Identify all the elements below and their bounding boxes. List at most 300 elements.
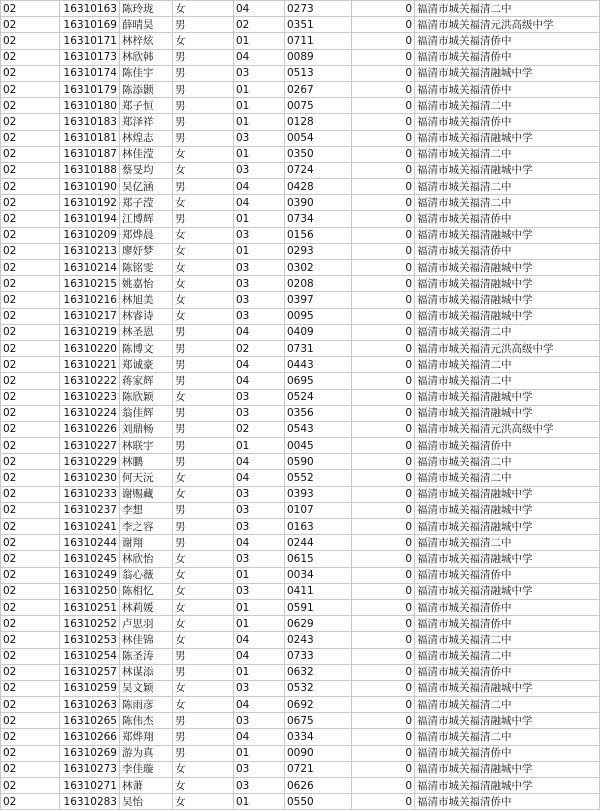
- class-cell[interactable]: 02: [1, 729, 60, 745]
- group-cell[interactable]: 01: [234, 243, 285, 259]
- group-cell[interactable]: 01: [234, 81, 285, 97]
- name-cell[interactable]: 吴亿涵: [120, 179, 173, 195]
- gender-cell[interactable]: 男: [173, 357, 234, 373]
- number-cell[interactable]: 0334: [285, 729, 352, 745]
- school-cell[interactable]: 福清市城关福清侨中: [415, 745, 600, 761]
- number-cell[interactable]: 0724: [285, 162, 352, 178]
- gender-cell[interactable]: 男: [173, 114, 234, 130]
- school-cell[interactable]: 福清市城关福清二中: [415, 357, 600, 373]
- flag-cell[interactable]: 0: [352, 697, 415, 713]
- name-cell[interactable]: 吴怡: [120, 794, 173, 810]
- flag-cell[interactable]: 0: [352, 745, 415, 761]
- class-cell[interactable]: 02: [1, 486, 60, 502]
- number-cell[interactable]: 0095: [285, 308, 352, 324]
- school-cell[interactable]: 福清市城关福清元洪高级中学: [415, 340, 600, 356]
- school-cell[interactable]: 福清市城关福清融城中学: [415, 583, 600, 599]
- class-cell[interactable]: 02: [1, 664, 60, 680]
- flag-cell[interactable]: 0: [352, 260, 415, 276]
- name-cell[interactable]: 林圣恩: [120, 324, 173, 340]
- school-cell[interactable]: 福清市城关福清二中: [415, 632, 600, 648]
- group-cell[interactable]: 01: [234, 146, 285, 162]
- number-cell[interactable]: 0034: [285, 567, 352, 583]
- number-cell[interactable]: 0293: [285, 243, 352, 259]
- class-cell[interactable]: 02: [1, 567, 60, 583]
- gender-cell[interactable]: 男: [173, 179, 234, 195]
- class-cell[interactable]: 02: [1, 421, 60, 437]
- school-cell[interactable]: 福清市城关福清融城中学: [415, 519, 600, 535]
- gender-cell[interactable]: 女: [173, 146, 234, 162]
- gender-cell[interactable]: 女: [173, 389, 234, 405]
- group-cell[interactable]: 03: [234, 292, 285, 308]
- student-id-cell[interactable]: 16310283: [60, 794, 120, 810]
- student-id-cell[interactable]: 16310223: [60, 389, 120, 405]
- class-cell[interactable]: 02: [1, 373, 60, 389]
- group-cell[interactable]: 01: [234, 599, 285, 615]
- gender-cell[interactable]: 女: [173, 260, 234, 276]
- student-id-cell[interactable]: 16310192: [60, 195, 120, 211]
- group-cell[interactable]: 02: [234, 421, 285, 437]
- number-cell[interactable]: 0390: [285, 195, 352, 211]
- student-id-cell[interactable]: 16310226: [60, 421, 120, 437]
- gender-cell[interactable]: 女: [173, 470, 234, 486]
- gender-cell[interactable]: 女: [173, 1, 234, 17]
- flag-cell[interactable]: 0: [352, 583, 415, 599]
- name-cell[interactable]: 林佳滢: [120, 146, 173, 162]
- group-cell[interactable]: 03: [234, 761, 285, 777]
- class-cell[interactable]: 02: [1, 713, 60, 729]
- flag-cell[interactable]: 0: [352, 664, 415, 680]
- number-cell[interactable]: 0615: [285, 551, 352, 567]
- student-id-cell[interactable]: 16310254: [60, 648, 120, 664]
- class-cell[interactable]: 02: [1, 324, 60, 340]
- flag-cell[interactable]: 0: [352, 502, 415, 518]
- class-cell[interactable]: 02: [1, 599, 60, 615]
- number-cell[interactable]: 0107: [285, 502, 352, 518]
- group-cell[interactable]: 04: [234, 648, 285, 664]
- gender-cell[interactable]: 女: [173, 567, 234, 583]
- class-cell[interactable]: 02: [1, 648, 60, 664]
- school-cell[interactable]: 福清市城关福清侨中: [415, 616, 600, 632]
- group-cell[interactable]: 04: [234, 697, 285, 713]
- flag-cell[interactable]: 0: [352, 680, 415, 696]
- school-cell[interactable]: 福清市城关福清二中: [415, 535, 600, 551]
- student-id-cell[interactable]: 16310214: [60, 260, 120, 276]
- flag-cell[interactable]: 0: [352, 308, 415, 324]
- student-id-cell[interactable]: 16310209: [60, 227, 120, 243]
- student-id-cell[interactable]: 16310180: [60, 98, 120, 114]
- class-cell[interactable]: 02: [1, 81, 60, 97]
- gender-cell[interactable]: 男: [173, 211, 234, 227]
- flag-cell[interactable]: 0: [352, 292, 415, 308]
- gender-cell[interactable]: 男: [173, 664, 234, 680]
- group-cell[interactable]: 04: [234, 1, 285, 17]
- name-cell[interactable]: 李之容: [120, 519, 173, 535]
- group-cell[interactable]: 03: [234, 389, 285, 405]
- student-id-cell[interactable]: 16310273: [60, 761, 120, 777]
- flag-cell[interactable]: 0: [352, 162, 415, 178]
- name-cell[interactable]: 林欣怡: [120, 551, 173, 567]
- flag-cell[interactable]: 0: [352, 648, 415, 664]
- school-cell[interactable]: 福清市城关福清二中: [415, 146, 600, 162]
- name-cell[interactable]: 郑烨晨: [120, 227, 173, 243]
- name-cell[interactable]: 翁心薇: [120, 567, 173, 583]
- school-cell[interactable]: 福清市城关福清侨中: [415, 664, 600, 680]
- school-cell[interactable]: 福清市城关福清融城中学: [415, 130, 600, 146]
- number-cell[interactable]: 0075: [285, 98, 352, 114]
- student-id-cell[interactable]: 16310183: [60, 114, 120, 130]
- student-id-cell[interactable]: 16310181: [60, 130, 120, 146]
- school-cell[interactable]: 福清市城关福清融城中学: [415, 713, 600, 729]
- flag-cell[interactable]: 0: [352, 49, 415, 65]
- school-cell[interactable]: 福清市城关福清二中: [415, 1, 600, 17]
- group-cell[interactable]: 03: [234, 778, 285, 794]
- student-id-cell[interactable]: 16310269: [60, 745, 120, 761]
- student-id-cell[interactable]: 16310220: [60, 340, 120, 356]
- name-cell[interactable]: 游为真: [120, 745, 173, 761]
- student-id-cell[interactable]: 16310259: [60, 680, 120, 696]
- group-cell[interactable]: 01: [234, 114, 285, 130]
- flag-cell[interactable]: 0: [352, 616, 415, 632]
- school-cell[interactable]: 福清市城关福清侨中: [415, 599, 600, 615]
- number-cell[interactable]: 0591: [285, 599, 352, 615]
- flag-cell[interactable]: 0: [352, 211, 415, 227]
- name-cell[interactable]: 李佳璇: [120, 761, 173, 777]
- number-cell[interactable]: 0411: [285, 583, 352, 599]
- number-cell[interactable]: 0156: [285, 227, 352, 243]
- gender-cell[interactable]: 男: [173, 373, 234, 389]
- class-cell[interactable]: 02: [1, 438, 60, 454]
- gender-cell[interactable]: 女: [173, 227, 234, 243]
- gender-cell[interactable]: 男: [173, 17, 234, 33]
- school-cell[interactable]: 福清市城关福清侨中: [415, 211, 600, 227]
- name-cell[interactable]: 廖妤梦: [120, 243, 173, 259]
- flag-cell[interactable]: 0: [352, 438, 415, 454]
- class-cell[interactable]: 02: [1, 243, 60, 259]
- group-cell[interactable]: 04: [234, 454, 285, 470]
- student-id-cell[interactable]: 16310217: [60, 308, 120, 324]
- student-id-cell[interactable]: 16310174: [60, 65, 120, 81]
- name-cell[interactable]: 郑子滢: [120, 195, 173, 211]
- gender-cell[interactable]: 女: [173, 761, 234, 777]
- school-cell[interactable]: 福清市城关福清二中: [415, 179, 600, 195]
- flag-cell[interactable]: 0: [352, 729, 415, 745]
- class-cell[interactable]: 02: [1, 761, 60, 777]
- class-cell[interactable]: 02: [1, 340, 60, 356]
- name-cell[interactable]: 吴文颖: [120, 680, 173, 696]
- group-cell[interactable]: 02: [234, 340, 285, 356]
- gender-cell[interactable]: 女: [173, 616, 234, 632]
- flag-cell[interactable]: 0: [352, 632, 415, 648]
- school-cell[interactable]: 福清市城关福清融城中学: [415, 276, 600, 292]
- number-cell[interactable]: 0045: [285, 438, 352, 454]
- class-cell[interactable]: 02: [1, 49, 60, 65]
- group-cell[interactable]: 04: [234, 373, 285, 389]
- student-id-cell[interactable]: 16310253: [60, 632, 120, 648]
- school-cell[interactable]: 福清市城关福清融城中学: [415, 292, 600, 308]
- gender-cell[interactable]: 女: [173, 794, 234, 810]
- number-cell[interactable]: 0302: [285, 260, 352, 276]
- group-cell[interactable]: 03: [234, 486, 285, 502]
- class-cell[interactable]: 02: [1, 33, 60, 49]
- school-cell[interactable]: 福清市城关福清融城中学: [415, 680, 600, 696]
- flag-cell[interactable]: 0: [352, 761, 415, 777]
- school-cell[interactable]: 福清市城关福清元洪高级中学: [415, 421, 600, 437]
- gender-cell[interactable]: 女: [173, 599, 234, 615]
- gender-cell[interactable]: 男: [173, 421, 234, 437]
- class-cell[interactable]: 02: [1, 292, 60, 308]
- flag-cell[interactable]: 0: [352, 114, 415, 130]
- school-cell[interactable]: 福清市城关福清二中: [415, 648, 600, 664]
- student-id-cell[interactable]: 16310224: [60, 405, 120, 421]
- number-cell[interactable]: 0629: [285, 616, 352, 632]
- student-id-cell[interactable]: 16310251: [60, 599, 120, 615]
- class-cell[interactable]: 02: [1, 130, 60, 146]
- number-cell[interactable]: 0397: [285, 292, 352, 308]
- student-id-cell[interactable]: 16310163: [60, 1, 120, 17]
- class-cell[interactable]: 02: [1, 162, 60, 178]
- name-cell[interactable]: 翁佳辉: [120, 405, 173, 421]
- group-cell[interactable]: 04: [234, 470, 285, 486]
- number-cell[interactable]: 0543: [285, 421, 352, 437]
- gender-cell[interactable]: 男: [173, 519, 234, 535]
- class-cell[interactable]: 02: [1, 680, 60, 696]
- number-cell[interactable]: 0675: [285, 713, 352, 729]
- student-id-cell[interactable]: 16310233: [60, 486, 120, 502]
- number-cell[interactable]: 0590: [285, 454, 352, 470]
- school-cell[interactable]: 福清市城关福清二中: [415, 373, 600, 389]
- school-cell[interactable]: 福清市城关福清二中: [415, 454, 600, 470]
- school-cell[interactable]: 福清市城关福清二中: [415, 195, 600, 211]
- student-id-cell[interactable]: 16310215: [60, 276, 120, 292]
- class-cell[interactable]: 02: [1, 697, 60, 713]
- name-cell[interactable]: 蔡旻均: [120, 162, 173, 178]
- name-cell[interactable]: 林鹏: [120, 454, 173, 470]
- student-id-cell[interactable]: 16310169: [60, 17, 120, 33]
- group-cell[interactable]: 03: [234, 551, 285, 567]
- gender-cell[interactable]: 女: [173, 33, 234, 49]
- school-cell[interactable]: 福清市城关福清侨中: [415, 794, 600, 810]
- school-cell[interactable]: 福清市城关福清融城中学: [415, 260, 600, 276]
- flag-cell[interactable]: 0: [352, 519, 415, 535]
- student-id-cell[interactable]: 16310219: [60, 324, 120, 340]
- school-cell[interactable]: 福清市城关福清融城中学: [415, 389, 600, 405]
- number-cell[interactable]: 0428: [285, 179, 352, 195]
- number-cell[interactable]: 0692: [285, 697, 352, 713]
- student-id-cell[interactable]: 16310230: [60, 470, 120, 486]
- group-cell[interactable]: 03: [234, 680, 285, 696]
- number-cell[interactable]: 0163: [285, 519, 352, 535]
- name-cell[interactable]: 陈欣颖: [120, 389, 173, 405]
- student-id-cell[interactable]: 16310249: [60, 567, 120, 583]
- student-id-cell[interactable]: 16310213: [60, 243, 120, 259]
- name-cell[interactable]: 林莉媛: [120, 599, 173, 615]
- student-id-cell[interactable]: 16310190: [60, 179, 120, 195]
- gender-cell[interactable]: 男: [173, 502, 234, 518]
- gender-cell[interactable]: 男: [173, 65, 234, 81]
- school-cell[interactable]: 福清市城关福清融城中学: [415, 551, 600, 567]
- number-cell[interactable]: 0409: [285, 324, 352, 340]
- number-cell[interactable]: 0711: [285, 33, 352, 49]
- name-cell[interactable]: 林欣韩: [120, 49, 173, 65]
- school-cell[interactable]: 福清市城关福清侨中: [415, 81, 600, 97]
- flag-cell[interactable]: 0: [352, 130, 415, 146]
- school-cell[interactable]: 福清市城关福清融城中学: [415, 162, 600, 178]
- flag-cell[interactable]: 0: [352, 324, 415, 340]
- class-cell[interactable]: 02: [1, 195, 60, 211]
- name-cell[interactable]: 林睿诗: [120, 308, 173, 324]
- group-cell[interactable]: 03: [234, 260, 285, 276]
- gender-cell[interactable]: 男: [173, 729, 234, 745]
- class-cell[interactable]: 02: [1, 227, 60, 243]
- flag-cell[interactable]: 0: [352, 357, 415, 373]
- student-id-cell[interactable]: 16310237: [60, 502, 120, 518]
- group-cell[interactable]: 04: [234, 535, 285, 551]
- number-cell[interactable]: 0550: [285, 794, 352, 810]
- gender-cell[interactable]: 女: [173, 292, 234, 308]
- class-cell[interactable]: 02: [1, 260, 60, 276]
- class-cell[interactable]: 02: [1, 211, 60, 227]
- flag-cell[interactable]: 0: [352, 195, 415, 211]
- name-cell[interactable]: 江博辉: [120, 211, 173, 227]
- flag-cell[interactable]: 0: [352, 405, 415, 421]
- group-cell[interactable]: 01: [234, 794, 285, 810]
- gender-cell[interactable]: 男: [173, 81, 234, 97]
- class-cell[interactable]: 02: [1, 745, 60, 761]
- group-cell[interactable]: 03: [234, 65, 285, 81]
- number-cell[interactable]: 0351: [285, 17, 352, 33]
- student-id-cell[interactable]: 16310187: [60, 146, 120, 162]
- school-cell[interactable]: 福清市城关福清侨中: [415, 33, 600, 49]
- class-cell[interactable]: 02: [1, 616, 60, 632]
- name-cell[interactable]: 林旭美: [120, 292, 173, 308]
- class-cell[interactable]: 02: [1, 65, 60, 81]
- number-cell[interactable]: 0552: [285, 470, 352, 486]
- student-id-cell[interactable]: 16310244: [60, 535, 120, 551]
- school-cell[interactable]: 福清市城关福清融城中学: [415, 65, 600, 81]
- gender-cell[interactable]: 女: [173, 680, 234, 696]
- name-cell[interactable]: 林联宇: [120, 438, 173, 454]
- school-cell[interactable]: 福清市城关福清元洪高级中学: [415, 17, 600, 33]
- number-cell[interactable]: 0721: [285, 761, 352, 777]
- student-id-cell[interactable]: 16310271: [60, 778, 120, 794]
- student-id-cell[interactable]: 16310263: [60, 697, 120, 713]
- group-cell[interactable]: 03: [234, 276, 285, 292]
- flag-cell[interactable]: 0: [352, 470, 415, 486]
- name-cell[interactable]: 陈铭雯: [120, 260, 173, 276]
- student-id-cell[interactable]: 16310222: [60, 373, 120, 389]
- flag-cell[interactable]: 0: [352, 81, 415, 97]
- class-cell[interactable]: 02: [1, 778, 60, 794]
- name-cell[interactable]: 陈圣涛: [120, 648, 173, 664]
- flag-cell[interactable]: 0: [352, 599, 415, 615]
- group-cell[interactable]: 04: [234, 729, 285, 745]
- group-cell[interactable]: 01: [234, 211, 285, 227]
- group-cell[interactable]: 01: [234, 664, 285, 680]
- name-cell[interactable]: 陈佳宇: [120, 65, 173, 81]
- school-cell[interactable]: 福清市城关福清融城中学: [415, 761, 600, 777]
- student-id-cell[interactable]: 16310257: [60, 664, 120, 680]
- name-cell[interactable]: 林佳锦: [120, 632, 173, 648]
- school-cell[interactable]: 福清市城关福清二中: [415, 470, 600, 486]
- gender-cell[interactable]: 男: [173, 648, 234, 664]
- group-cell[interactable]: 01: [234, 98, 285, 114]
- gender-cell[interactable]: 女: [173, 195, 234, 211]
- flag-cell[interactable]: 0: [352, 65, 415, 81]
- flag-cell[interactable]: 0: [352, 794, 415, 810]
- number-cell[interactable]: 0356: [285, 405, 352, 421]
- number-cell[interactable]: 0243: [285, 632, 352, 648]
- class-cell[interactable]: 02: [1, 470, 60, 486]
- group-cell[interactable]: 03: [234, 130, 285, 146]
- group-cell[interactable]: 03: [234, 405, 285, 421]
- flag-cell[interactable]: 0: [352, 98, 415, 114]
- group-cell[interactable]: 04: [234, 195, 285, 211]
- number-cell[interactable]: 0090: [285, 745, 352, 761]
- gender-cell[interactable]: 女: [173, 308, 234, 324]
- gender-cell[interactable]: 男: [173, 438, 234, 454]
- class-cell[interactable]: 02: [1, 405, 60, 421]
- flag-cell[interactable]: 0: [352, 227, 415, 243]
- flag-cell[interactable]: 0: [352, 17, 415, 33]
- class-cell[interactable]: 02: [1, 519, 60, 535]
- school-cell[interactable]: 福清市城关福清融城中学: [415, 405, 600, 421]
- number-cell[interactable]: 0731: [285, 340, 352, 356]
- number-cell[interactable]: 0532: [285, 680, 352, 696]
- school-cell[interactable]: 福清市城关福清融城中学: [415, 227, 600, 243]
- name-cell[interactable]: 薛晴昊: [120, 17, 173, 33]
- class-cell[interactable]: 02: [1, 179, 60, 195]
- flag-cell[interactable]: 0: [352, 551, 415, 567]
- student-id-cell[interactable]: 16310241: [60, 519, 120, 535]
- flag-cell[interactable]: 0: [352, 778, 415, 794]
- gender-cell[interactable]: 女: [173, 583, 234, 599]
- school-cell[interactable]: 福清市城关福清二中: [415, 324, 600, 340]
- flag-cell[interactable]: 0: [352, 454, 415, 470]
- name-cell[interactable]: 陈添颢: [120, 81, 173, 97]
- class-cell[interactable]: 02: [1, 114, 60, 130]
- group-cell[interactable]: 04: [234, 324, 285, 340]
- gender-cell[interactable]: 男: [173, 98, 234, 114]
- group-cell[interactable]: 03: [234, 227, 285, 243]
- gender-cell[interactable]: 女: [173, 632, 234, 648]
- number-cell[interactable]: 0513: [285, 65, 352, 81]
- flag-cell[interactable]: 0: [352, 486, 415, 502]
- gender-cell[interactable]: 女: [173, 551, 234, 567]
- school-cell[interactable]: 福清市城关福清侨中: [415, 243, 600, 259]
- name-cell[interactable]: 蒋家辉: [120, 373, 173, 389]
- school-cell[interactable]: 福清市城关福清二中: [415, 697, 600, 713]
- gender-cell[interactable]: 男: [173, 454, 234, 470]
- school-cell[interactable]: 福清市城关福清二中: [415, 98, 600, 114]
- name-cell[interactable]: 李想: [120, 502, 173, 518]
- flag-cell[interactable]: 0: [352, 146, 415, 162]
- class-cell[interactable]: 02: [1, 502, 60, 518]
- group-cell[interactable]: 04: [234, 49, 285, 65]
- name-cell[interactable]: 郑子恒: [120, 98, 173, 114]
- number-cell[interactable]: 0734: [285, 211, 352, 227]
- name-cell[interactable]: 何天沅: [120, 470, 173, 486]
- school-cell[interactable]: 福清市城关福清侨中: [415, 567, 600, 583]
- number-cell[interactable]: 0244: [285, 535, 352, 551]
- group-cell[interactable]: 02: [234, 17, 285, 33]
- student-id-cell[interactable]: 16310227: [60, 438, 120, 454]
- number-cell[interactable]: 0273: [285, 1, 352, 17]
- number-cell[interactable]: 0443: [285, 357, 352, 373]
- class-cell[interactable]: 02: [1, 794, 60, 810]
- school-cell[interactable]: 福清市城关福清融城中学: [415, 308, 600, 324]
- class-cell[interactable]: 02: [1, 308, 60, 324]
- student-id-cell[interactable]: 16310266: [60, 729, 120, 745]
